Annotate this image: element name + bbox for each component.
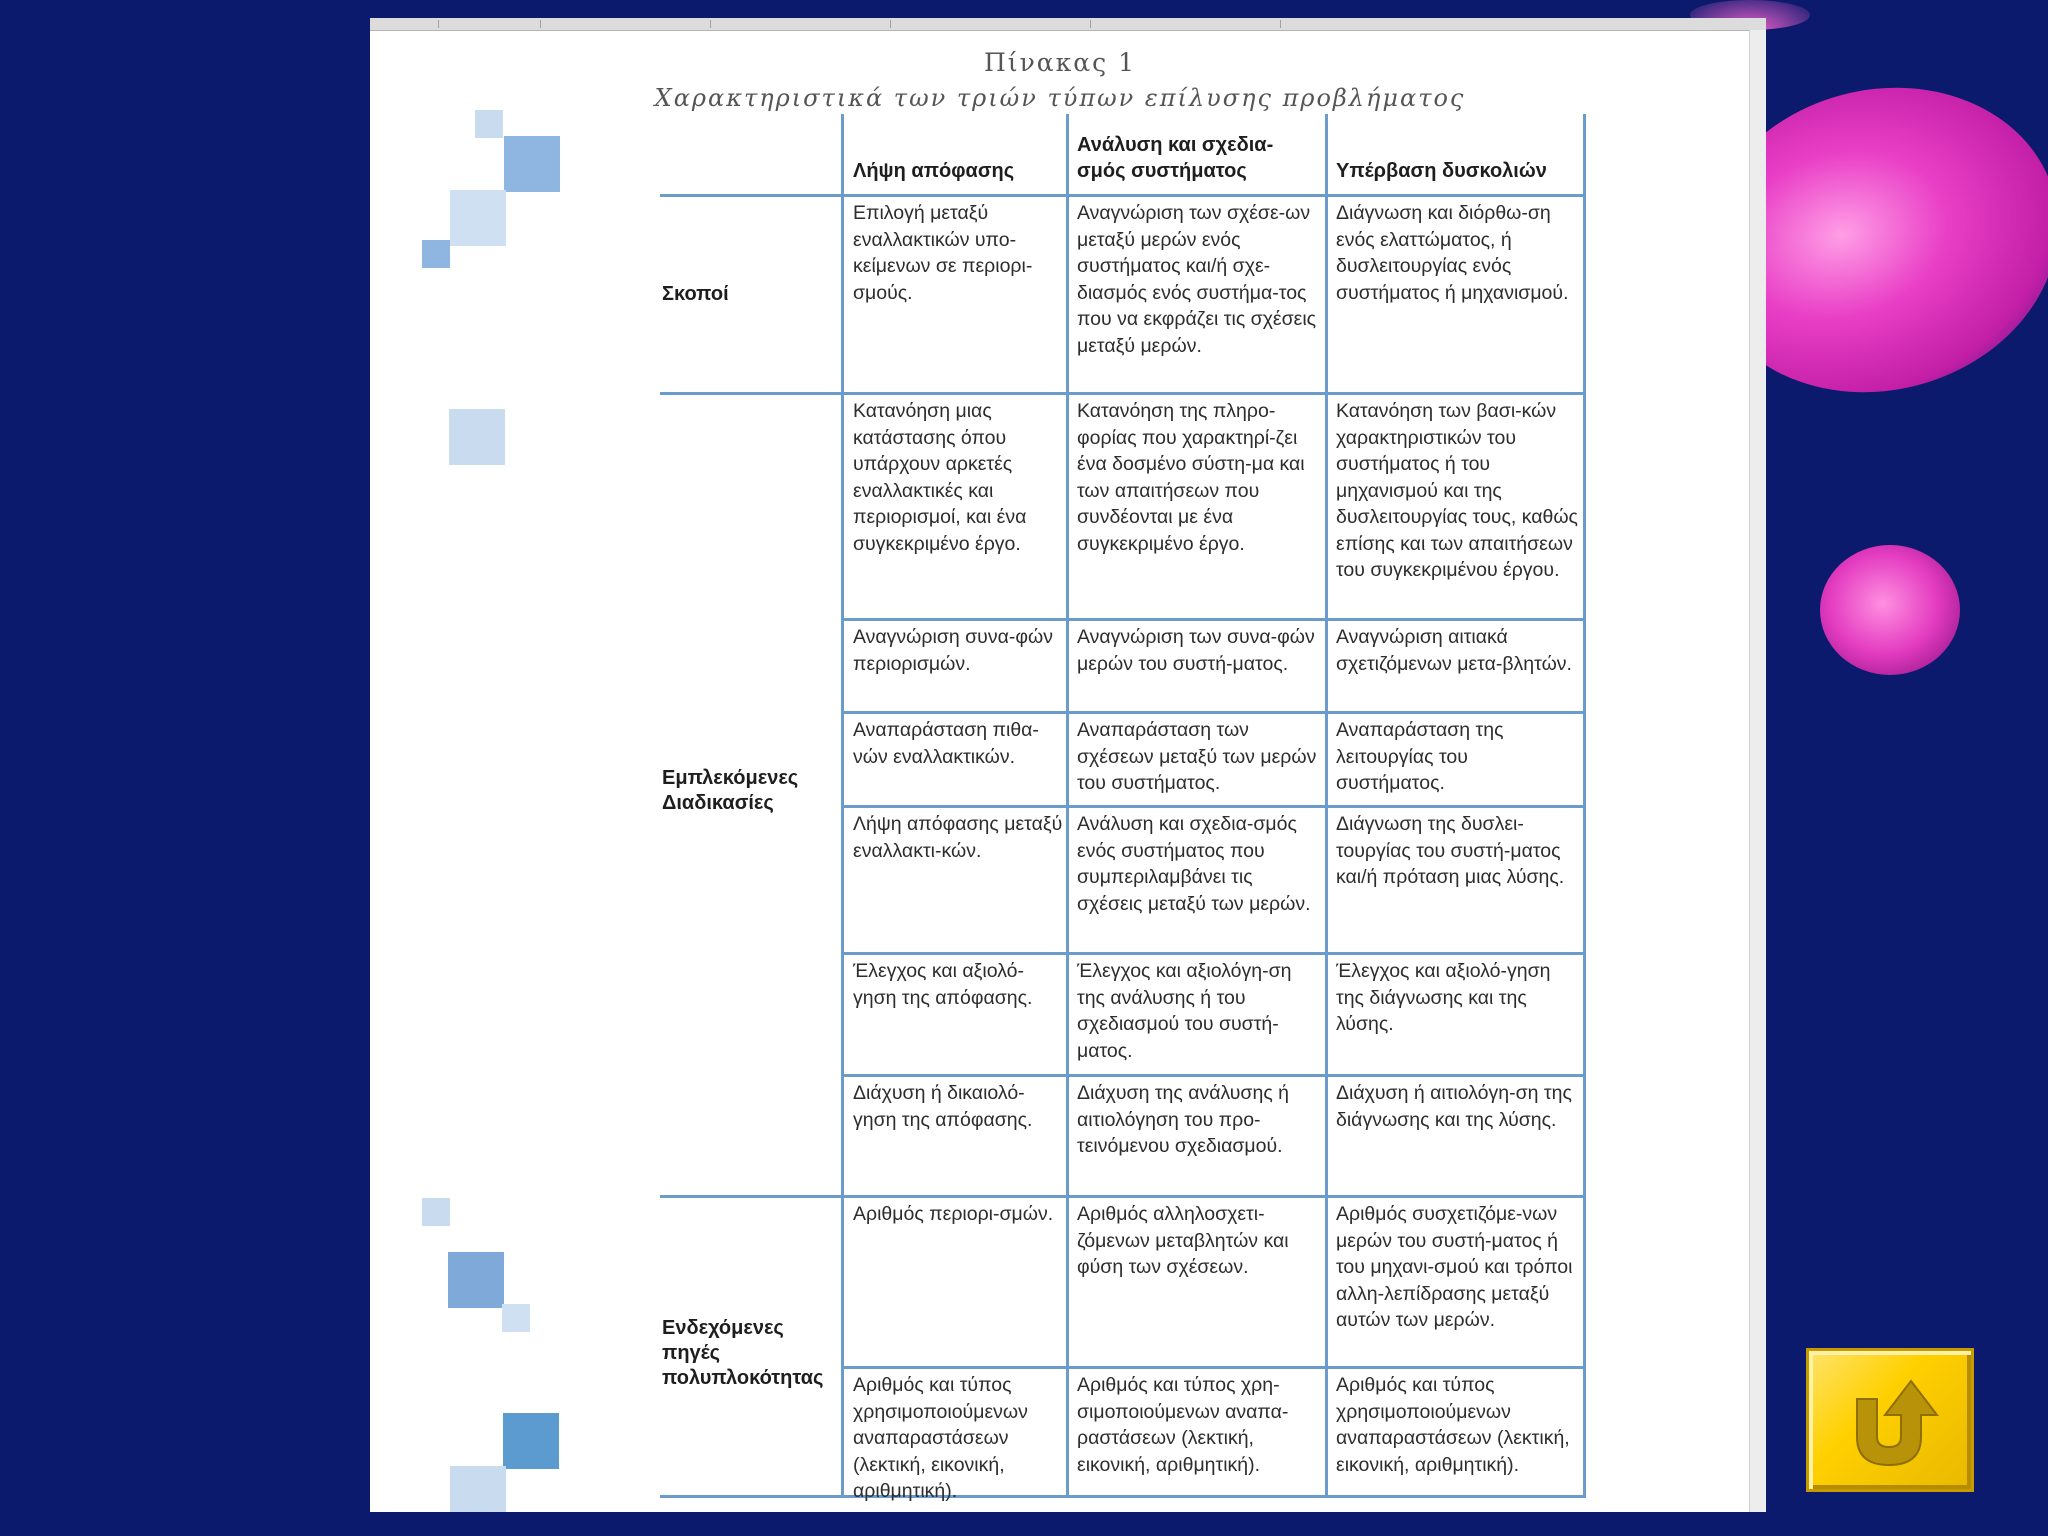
column-header-decision: Λήψη απόφασης [853, 160, 1015, 182]
table-cell: Διάχυση της ανάλυσης ή αιτιολόγηση του προ-τεινόμενου σχεδιασμού. [1077, 1082, 1289, 1157]
table-gridline [841, 1366, 1586, 1369]
table-title: Πίνακας 1 [983, 48, 1137, 77]
table-cell: Διάγνωση της δυσλει-τουργίας του συστή-ματος και/ή πρόταση μιας λύσης. [1336, 813, 1565, 888]
column-header-troubleshooting: Υπέρβαση δυσκολιών [1336, 160, 1547, 182]
table-cell: Διάχυση ή δικαιολό-γηση της απόφασης. [853, 1082, 1033, 1131]
decorative-square [448, 1252, 504, 1308]
table-gridline [660, 1195, 1586, 1198]
table-cell: Κατανόηση των βασι-κών χαρακτηριστικών του συστήματος ή του μηχανισμού και της δυσλειτουργίας τους, καθώς επίσης και των απαιτήσεων του συγκεκριμένου έργου. [1336, 400, 1578, 581]
return-arrow-icon [1839, 1371, 1945, 1475]
table-gridline [660, 1495, 1586, 1498]
table-gridline [660, 392, 1586, 395]
decorative-square [422, 1198, 450, 1226]
row-label-complexity: Ενδεχόμενες πηγές πολυπλοκότητας [662, 1317, 824, 1389]
decorative-square [502, 1304, 530, 1332]
back-button[interactable] [1806, 1348, 1974, 1492]
table-cell: Αναγνώριση συνα-φών περιορισμών. [853, 626, 1053, 675]
table-cell: Αριθμός και τύπος χρη-σιμοποιούμενων αναπα-ραστάσεων (λεκτική, εικονική, αριθμητική). [1077, 1374, 1289, 1476]
decorative-square [475, 110, 503, 138]
table-document-image [370, 18, 1766, 1512]
decorative-square [449, 409, 505, 465]
table-cell: Έλεγχος και αξιολόγη-ση της ανάλυσης ή του σχεδιασμού του συστή-ματος. [1077, 960, 1292, 1062]
table-gridline [841, 952, 1586, 955]
table-cell: Αριθμός συσχετιζόμε-νων μερών του συστή-ματος ή του μηχανι-σμού και τρόποι αλλη-λεπίδρασης μεταξύ αυτών των μερών. [1336, 1203, 1573, 1331]
table-cell: Επιλογή μεταξύ εναλλακτικών υπο-κείμενων σε περιορι-σμούς. [853, 202, 1033, 304]
decorative-square [450, 190, 506, 246]
column-header-system-analysis: Ανάλυση και σχεδια-σμός συστήματος [1077, 134, 1274, 182]
table-gridline [841, 711, 1586, 714]
row-label-goals: Σκοποί [662, 283, 729, 305]
table-cell: Αριθμός περιορι-σμών. [853, 1203, 1054, 1225]
document-scrollbar[interactable] [1749, 30, 1766, 1512]
table-cell: Έλεγχος και αξιολό-γηση της διάγνωσης και της λύσης. [1336, 960, 1551, 1035]
table-cell: Κατανόηση της πληρο-φορίας που χαρακτηρί-ζει ένα δοσμένο σύστη-μα και των απαιτήσεων που συνδέονται με ένα συγκεκριμένο έργο. [1077, 400, 1305, 555]
decorative-square [450, 1466, 506, 1512]
row-label-processes: Εμπλεκόμενες Διαδικασίες [662, 767, 799, 814]
table-cell: Ανάλυση και σχεδια-σμός ενός συστήματος που συμπεριλαμβάνει τις σχέσεις μεταξύ των μερών. [1077, 813, 1311, 915]
decorative-square [504, 136, 560, 192]
table-cell: Έλεγχος και αξιολό-γηση της απόφασης. [853, 960, 1033, 1009]
table-cell: Διάχυση ή αιτιολόγη-ση της διάγνωσης και της λύσης. [1336, 1082, 1572, 1131]
document-toolbar [370, 18, 1766, 31]
table-gridline [841, 1074, 1586, 1077]
table-gridline [841, 805, 1586, 808]
table-cell: Αναπαράσταση των σχέσεων μεταξύ των μερών του συστήματος. [1077, 719, 1317, 794]
table-cell: Αριθμός αλληλοσχετι-ζόμενων μεταβλητών και φύση των σχέσεων. [1077, 1203, 1289, 1278]
comparison-table [660, 114, 1586, 1502]
table-cell: Αριθμός και τύπος χρησιμοποιούμενων αναπαραστάσεων (λεκτική, εικονική, αριθμητική). [1336, 1374, 1570, 1476]
table-cell: Αναπαράσταση της λειτουργίας του συστήματος. [1336, 719, 1504, 794]
table-cell: Διάγνωση και διόρθω-ση ενός ελαττώματος, ή δυσλειτουργίας ενός συστήματος ή μηχανισμού. [1336, 202, 1569, 304]
table-cell: Λήψη απόφασης μεταξύ εναλλακτι-κών. [853, 813, 1063, 862]
table-cell: Αναπαράσταση πιθα-νών εναλλακτικών. [853, 719, 1039, 768]
table-cell: Αναγνώριση των συνα-φών μερών του συστή-ματος. [1077, 626, 1315, 675]
table-subtitle: Χαρακτηριστικά των τριών τύπων επίλυσης προβλήματος [654, 84, 1466, 112]
table-cell: Αναγνώριση των σχέσε-ων μεταξύ μερών ενός συστήματος και/ή σχε-διασμός ενός συστήμα-τος που να εκφράζει τις σχέσεις μεταξύ μερών. [1077, 202, 1317, 357]
table-cell: Αριθμός και τύπος χρησιμοποιούμενων αναπαραστάσεων (λεκτική, εικονική, αριθμητική). [853, 1374, 1028, 1502]
table-gridline [660, 194, 1586, 197]
table-gridline [841, 618, 1586, 621]
decorative-square [422, 240, 450, 268]
table-cell: Κατανόηση μιας κατάστασης όπου υπάρχουν αρκετές εναλλακτικές και περιορισμοί, και ένα συγκεκριμένο έργο. [853, 400, 1027, 555]
decorative-pink-blob-small [1820, 545, 1960, 675]
decorative-square [503, 1413, 559, 1469]
table-cell: Αναγνώριση αιτιακά σχετιζόμενων μετα-βλητών. [1336, 626, 1572, 675]
